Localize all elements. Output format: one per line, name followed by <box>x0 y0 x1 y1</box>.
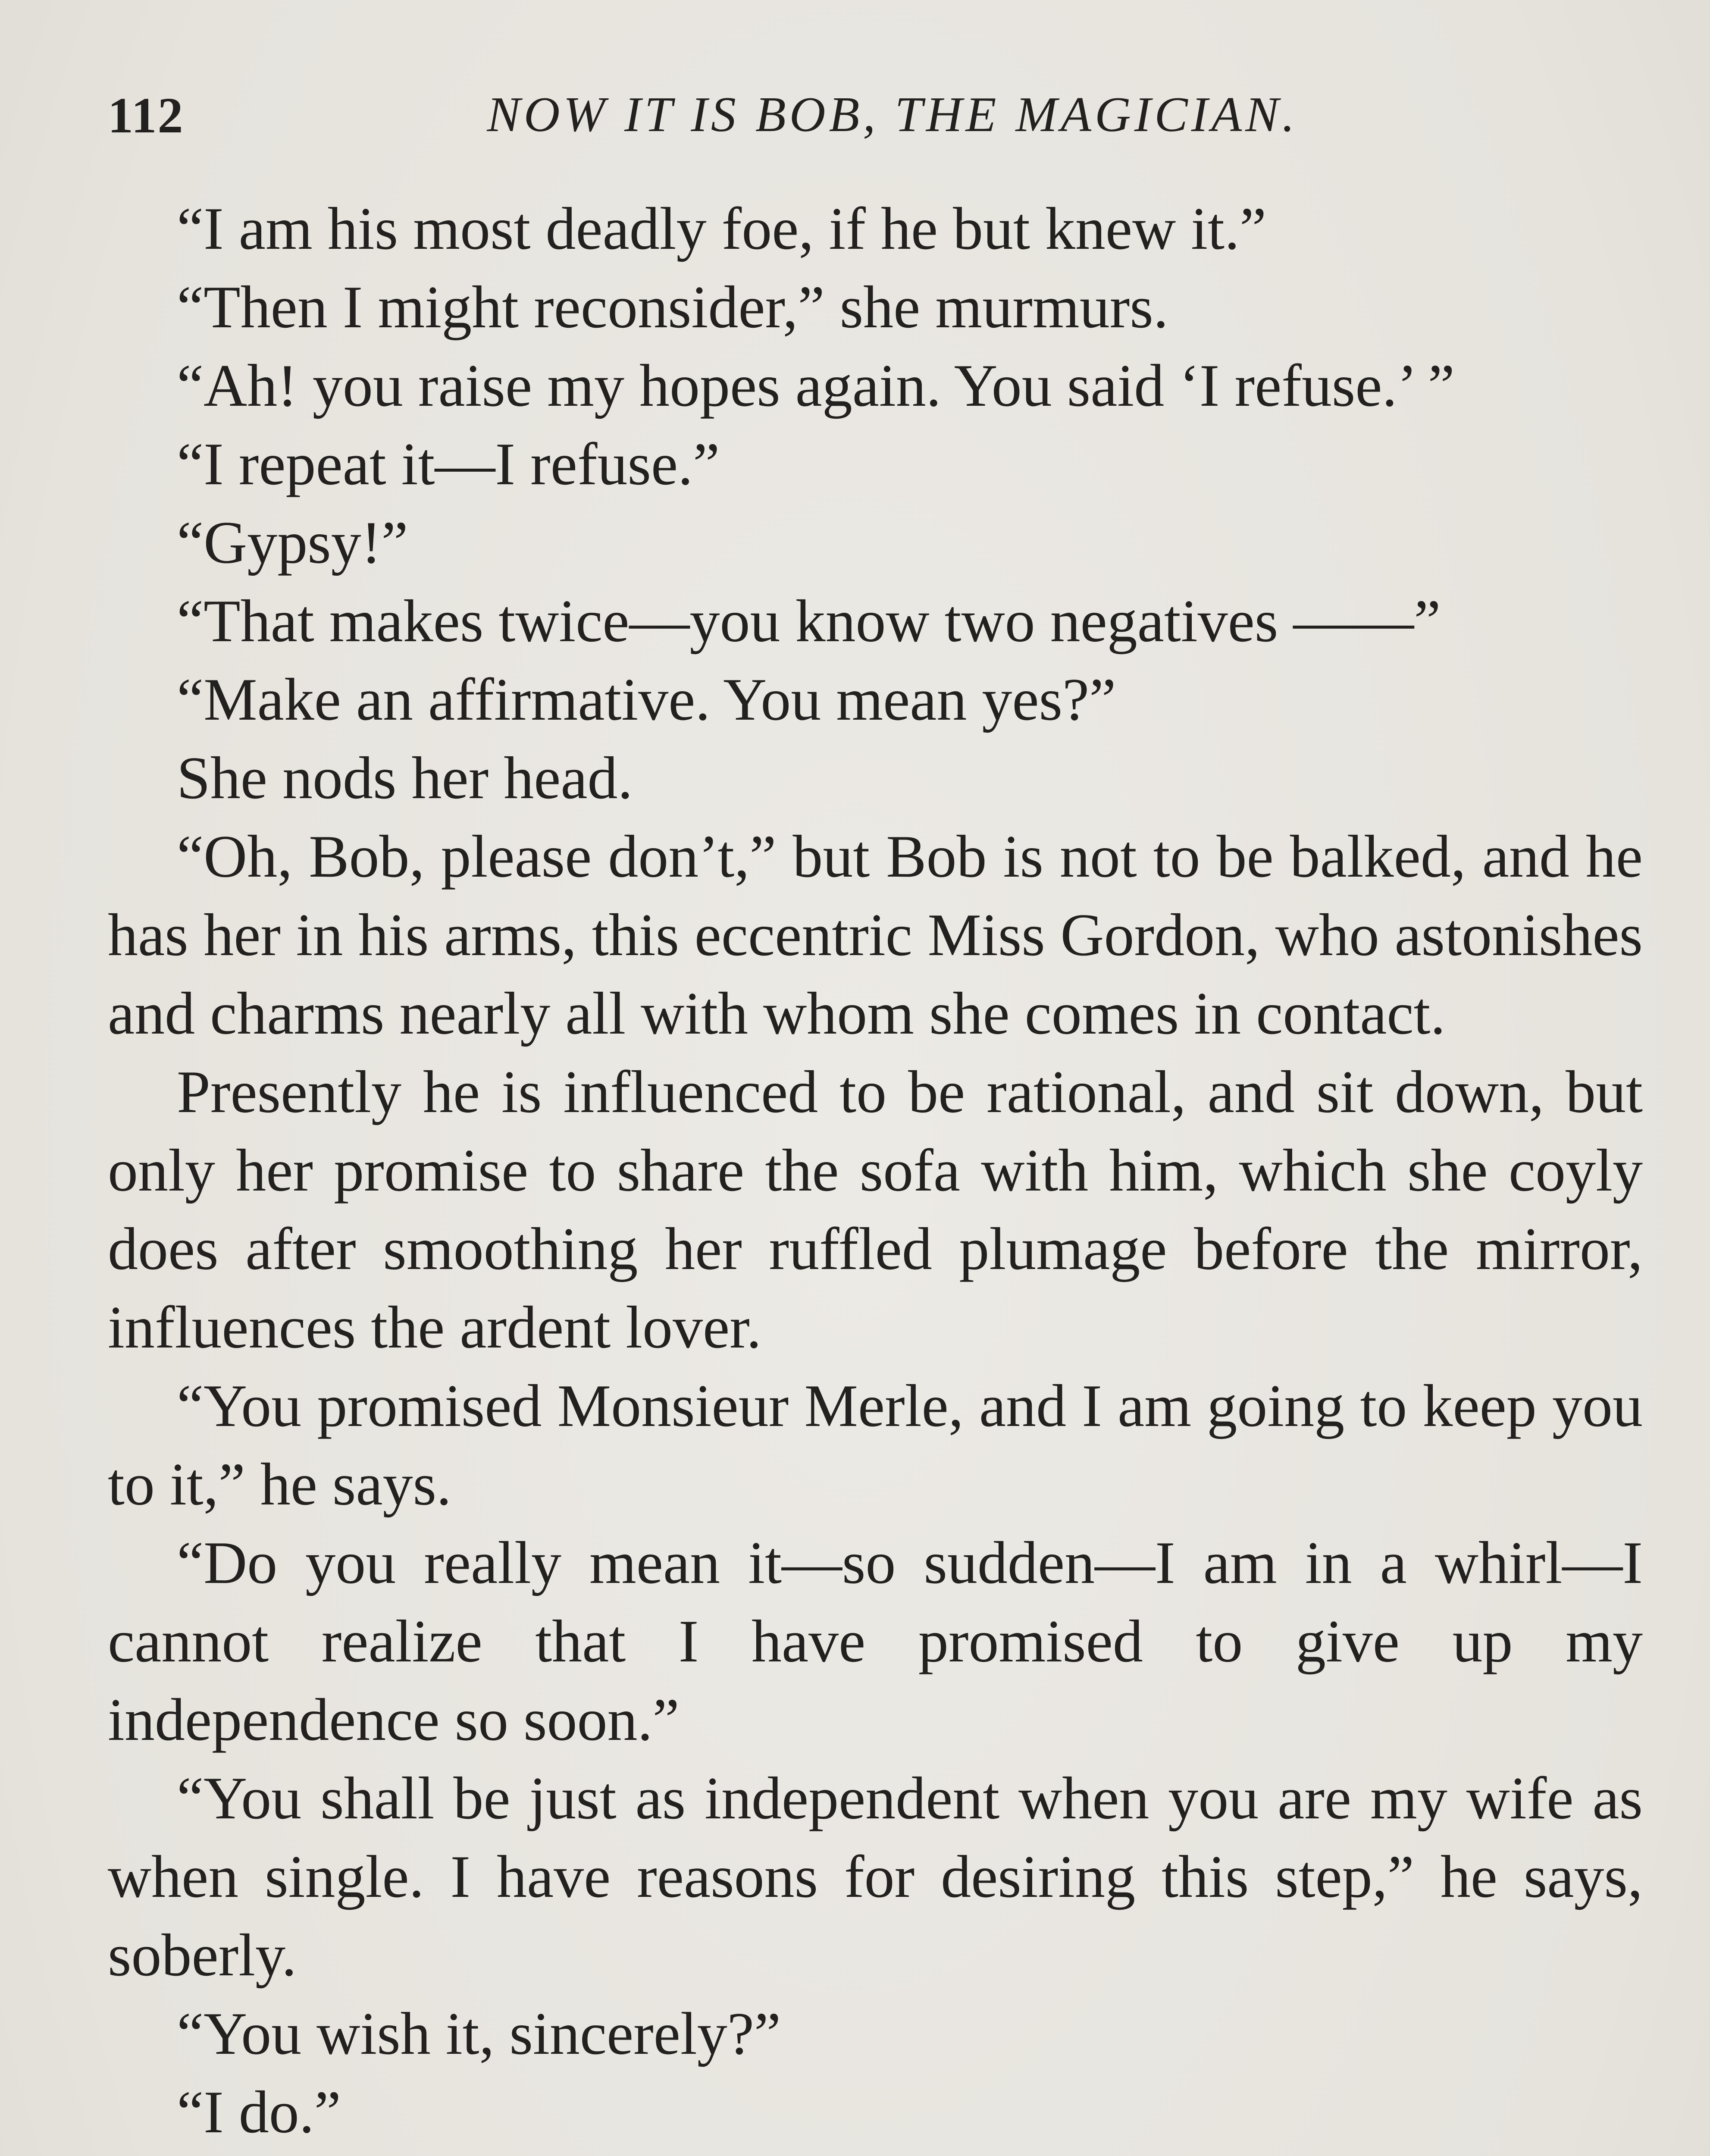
paragraph <box>108 2152 1643 2156</box>
paragraph: “Then I might reconsider,” she murmurs. <box>177 274 1168 341</box>
paragraph: “You shall be just as independent when you are my wife as when single. I have reasons for desiring this step,” he says, soberly. <box>108 1765 1643 1989</box>
paragraph: “That makes twice—you know two negatives ——” <box>177 588 1441 655</box>
paragraph: “You promised Monsieur Merle, and I am going to keep you to it,” he says. <box>108 1373 1643 1518</box>
paragraph: She nods her head. <box>177 745 633 812</box>
page-number: 112 <box>108 87 184 144</box>
paragraph: “Ah! you raise my hopes again. You said ‘I refuse.’ ” <box>177 352 1455 419</box>
paragraph: “You wish it, sincerely?” <box>177 2000 781 2067</box>
page-text <box>108 190 1643 2156</box>
paragraph: Presently he is influenced to be rational, and sit down, but only her promise to share the sofa with him, which she coyly does after smoothing her ruffled plumage before the mirror, influences the ardent lover. <box>108 1059 1643 1361</box>
running-head: NOW IT IS BOB, THE MAGICIAN. <box>487 87 1298 142</box>
paragraph: “Make an affirmative. You mean yes?” <box>177 666 1116 733</box>
paragraph: “I repeat it—I refuse.” <box>177 431 720 498</box>
page-header <box>108 86 1643 155</box>
paragraph: “Oh, Bob, please don’t,” but Bob is not to be balked, and he has her in his arms, this eccentric Miss Gordon, who astonishes and charms nearly all with whom she comes in contact. <box>108 823 1643 1047</box>
paragraph: “Do you really mean it—so sudden—I am in a whirl—I cannot realize that I have promised to give up my independence so soon.” <box>108 1529 1643 1753</box>
paragraph: “Gypsy!” <box>177 509 408 576</box>
paragraph: “I do.” <box>177 2079 341 2146</box>
paragraph: “I am his most deadly foe, if he but knew it.” <box>177 195 1267 262</box>
